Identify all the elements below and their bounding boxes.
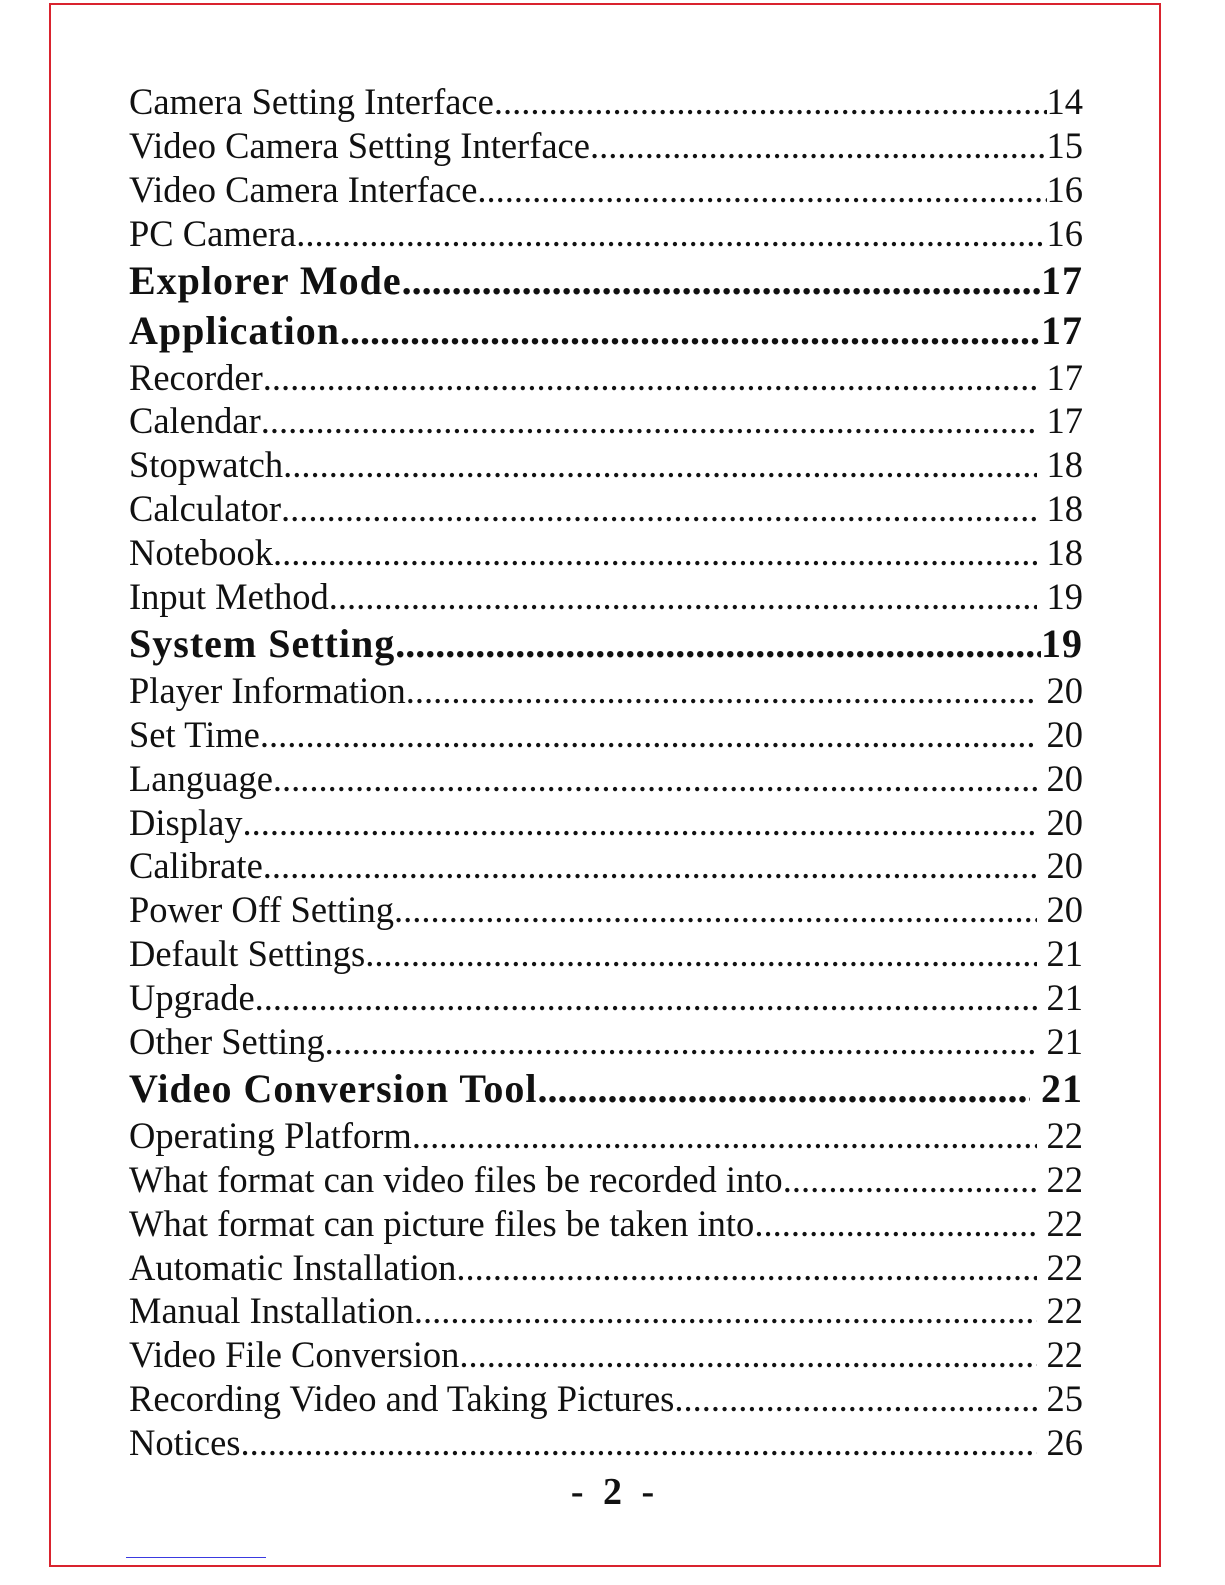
toc-entry-label: Upgrade [129, 977, 255, 1019]
toc-entry-page: 19 [1037, 576, 1083, 618]
toc-entry-page: 22 [1037, 1114, 1083, 1156]
toc-entry-page: 21 [1037, 977, 1083, 1019]
toc-entry[interactable] [129, 575, 1083, 619]
toc-section-entry[interactable] [129, 1064, 1083, 1114]
toc-entry-page: 20 [1037, 845, 1083, 887]
toc-entry-page: 21 [1037, 933, 1083, 975]
toc-dot-leader [754, 1202, 1037, 1246]
toc-entry[interactable] [129, 1333, 1083, 1377]
table-of-contents [129, 80, 1083, 1465]
toc-entry-label: Recorder [129, 356, 263, 398]
toc-dot-leader [394, 888, 1037, 932]
toc-entry-page: 22 [1037, 1158, 1083, 1200]
toc-entry-page: 25 [1037, 1378, 1083, 1420]
toc-entry[interactable] [129, 80, 1083, 124]
toc-entry-label: Video Camera Setting Interface [129, 124, 590, 166]
toc-dot-leader [261, 399, 1038, 443]
toc-dot-leader [477, 168, 1046, 212]
toc-entry[interactable] [129, 932, 1083, 976]
toc-entry-label: Default Settings [129, 933, 366, 975]
toc-entry-label: Stopwatch [129, 444, 284, 486]
toc-entry[interactable] [129, 1020, 1083, 1064]
toc-dot-leader [414, 1289, 1038, 1333]
toc-entry-label: Operating Platform [129, 1114, 412, 1156]
toc-entry[interactable] [129, 801, 1083, 845]
toc-entry-page: 17 [1041, 307, 1083, 353]
toc-dot-leader [674, 1377, 1037, 1421]
toc-entry[interactable] [129, 531, 1083, 575]
toc-dot-leader [590, 124, 1047, 168]
toc-dot-leader [459, 1333, 1037, 1377]
toc-entry[interactable] [129, 1377, 1083, 1421]
toc-entry-label: Calculator [129, 488, 282, 530]
toc-section-entry[interactable] [129, 619, 1083, 669]
toc-section-entry[interactable] [129, 256, 1083, 306]
toc-entry-label: Language [129, 757, 273, 799]
toc-entry-page: 17 [1037, 356, 1083, 398]
toc-entry-label: Other Setting [129, 1021, 325, 1063]
toc-entry-label: Input Method [129, 576, 329, 618]
toc-section-entry[interactable] [129, 306, 1083, 356]
toc-entry[interactable] [129, 976, 1083, 1020]
toc-dot-leader [243, 801, 1038, 845]
toc-entry[interactable] [129, 124, 1083, 168]
toc-entry-page: 20 [1037, 713, 1083, 755]
toc-dot-leader [273, 757, 1037, 801]
toc-entry-page: 18 [1037, 488, 1083, 530]
toc-entry[interactable] [129, 1114, 1083, 1158]
toc-entry[interactable] [129, 713, 1083, 757]
toc-dot-leader [494, 80, 1047, 124]
toc-entry-label: Automatic Installation [129, 1246, 457, 1288]
toc-entry-page: 22 [1037, 1334, 1083, 1376]
toc-entry-page: 20 [1037, 757, 1083, 799]
toc-entry-page: 18 [1037, 444, 1083, 486]
toc-dot-leader [340, 306, 1041, 356]
toc-entry-page: 21 [1037, 1021, 1083, 1063]
toc-entry-page: 16 [1046, 168, 1083, 210]
toc-entry-label: Player Information [129, 669, 406, 711]
toc-entry-label: What format can video files be recorded into [129, 1158, 783, 1200]
toc-entry-label: Calendar [129, 400, 261, 442]
toc-dot-leader [273, 531, 1037, 575]
toc-entry[interactable] [129, 1421, 1083, 1465]
toc-entry[interactable] [129, 212, 1083, 256]
toc-dot-leader [537, 1064, 1030, 1114]
toc-dot-leader [329, 575, 1038, 619]
toc-entry-page: 20 [1037, 669, 1083, 711]
toc-dot-leader [260, 713, 1038, 757]
toc-entry-label: Calibrate [129, 845, 263, 887]
toc-entry-page: 26 [1037, 1422, 1083, 1464]
toc-entry-page: 20 [1037, 801, 1083, 843]
toc-dot-leader [402, 256, 1041, 306]
toc-entry[interactable] [129, 168, 1083, 212]
toc-entry-label: Manual Installation [129, 1290, 414, 1332]
toc-dot-leader [296, 212, 1046, 256]
toc-dot-leader [456, 1246, 1037, 1290]
toc-entry-label: Display [129, 801, 243, 843]
toc-entry[interactable] [129, 844, 1083, 888]
toc-entry-label: Set Time [129, 713, 260, 755]
toc-entry[interactable] [129, 1158, 1083, 1202]
toc-entry-page: 17 [1037, 400, 1083, 442]
toc-entry[interactable] [129, 443, 1083, 487]
toc-entry-page: 21 [1030, 1065, 1083, 1111]
toc-dot-leader [783, 1158, 1038, 1202]
toc-entry[interactable] [129, 356, 1083, 400]
toc-entry-page: 20 [1037, 889, 1083, 931]
toc-dot-leader [241, 1421, 1038, 1465]
toc-dot-leader [255, 976, 1038, 1020]
toc-entry-label: Power Off Setting [129, 889, 394, 931]
toc-entry-label: Application [129, 307, 341, 353]
toc-entry-page: 15 [1046, 124, 1083, 166]
toc-entry[interactable] [129, 1202, 1083, 1246]
toc-dot-leader [406, 669, 1038, 713]
toc-entry-label: Video Conversion Tool [129, 1065, 538, 1111]
toc-entry-page: 18 [1037, 532, 1083, 574]
toc-entry[interactable] [129, 888, 1083, 932]
toc-entry-label: System Setting [129, 620, 396, 666]
toc-dot-leader [365, 932, 1037, 976]
toc-entry-label: PC Camera [129, 212, 297, 254]
toc-entry-label: Recording Video and Taking Pictures [129, 1378, 675, 1420]
footnote-rule [126, 1557, 266, 1558]
toc-entry-page: 19 [1041, 620, 1083, 666]
toc-entry-label: Notices [129, 1422, 241, 1464]
toc-dot-leader [281, 487, 1037, 531]
toc-dot-leader [283, 443, 1037, 487]
toc-entry-page: 14 [1046, 81, 1083, 122]
toc-entry[interactable] [129, 399, 1083, 443]
toc-dot-leader [325, 1020, 1038, 1064]
toc-entry[interactable] [129, 487, 1083, 531]
toc-entry-page: 22 [1037, 1246, 1083, 1288]
toc-entry[interactable] [129, 757, 1083, 801]
page-number: - 2 - [570, 1471, 655, 1513]
toc-entry-page: 17 [1041, 257, 1083, 303]
toc-dot-leader [263, 356, 1038, 400]
toc-entry-page: 16 [1046, 212, 1083, 254]
toc-entry[interactable] [129, 1246, 1083, 1290]
toc-entry-label: Video File Conversion [129, 1334, 460, 1376]
toc-entry-label: What format can picture files be taken into [129, 1202, 755, 1244]
toc-dot-leader [395, 619, 1041, 669]
toc-entry-label: Video Camera Interface [129, 168, 478, 210]
toc-entry[interactable] [129, 1289, 1083, 1333]
toc-dot-leader [412, 1114, 1038, 1158]
toc-entry-label: Camera Setting Interface [129, 81, 494, 122]
toc-entry-label: Notebook [129, 532, 273, 574]
toc-entry[interactable] [129, 669, 1083, 713]
toc-entry-label: Explorer Mode [129, 257, 402, 303]
toc-dot-leader [263, 844, 1038, 888]
toc-entry-page: 22 [1037, 1290, 1083, 1332]
toc-entry-page: 22 [1037, 1202, 1083, 1244]
